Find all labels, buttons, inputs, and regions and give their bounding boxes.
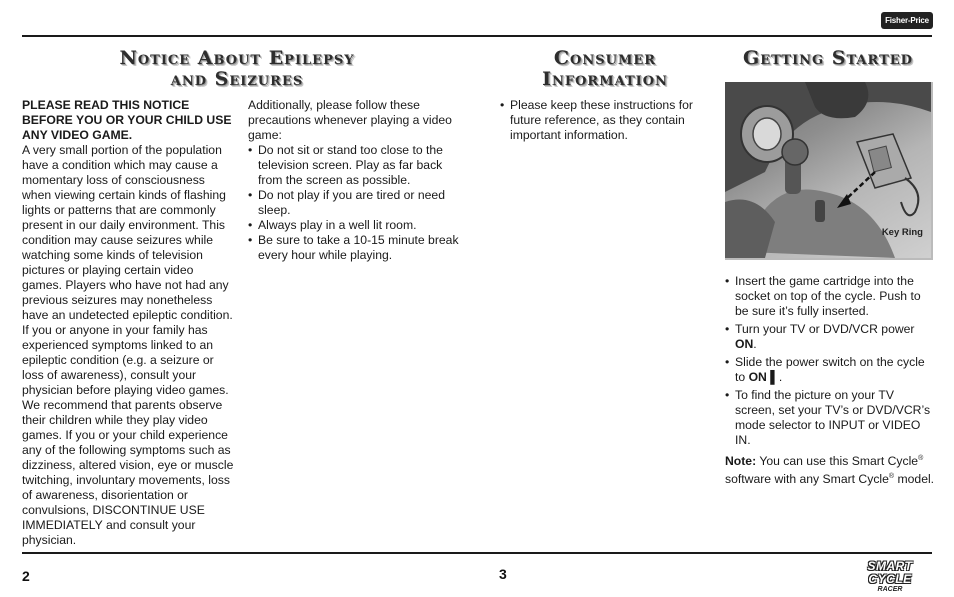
precautions-intro: Additionally, please follow these precautions whenever playing a video game: — [248, 98, 452, 142]
step-bold: ON — [735, 337, 754, 351]
registered-mark: ® — [888, 473, 895, 481]
list-item: • Be sure to take a 10-15 minute break every hour while playing. — [248, 233, 460, 263]
list-item: • Please keep these instructions for future reference, as they contain important information. — [500, 98, 696, 143]
fisher-price-logo: Fisher-Price — [881, 12, 933, 29]
note-text: software with any Smart Cycle — [725, 472, 889, 487]
key-ring-caption: Key Ring — [881, 227, 923, 238]
epilepsy-lead: PLEASE READ THIS NOTICE BEFORE YOU OR YOUR CHILD USE ANY VIDEO GAME. — [22, 98, 232, 142]
heading-consumer-information — [500, 48, 710, 90]
heading-epilepsy-line2: and Seizures — [170, 68, 304, 90]
heading-consumer-line1: Consumer — [553, 47, 657, 69]
step-text: Slide the power switch on the cycle to — [735, 355, 925, 384]
list-item: • Always play in a well lit room. — [248, 218, 460, 233]
note-label: Note: — [725, 454, 757, 469]
joystick-knob-shape — [782, 139, 808, 165]
step-text: Insert the game cartridge into the socket on top of the cycle. Push to be sure it’s fully inserted. — [735, 274, 921, 318]
list-item — [725, 388, 937, 448]
epilepsy-notice-column — [22, 98, 234, 548]
consumer-info-column — [500, 98, 696, 143]
list-item: • Do not sit or stand too close to the television screen. Play as far back from the screen as possible. — [248, 143, 460, 188]
list-item — [725, 322, 937, 352]
dial-center-shape — [753, 118, 781, 150]
list-item: • Do not play if you are tired or need sleep. — [248, 188, 460, 218]
list-item — [725, 274, 937, 319]
bottom-rule — [22, 552, 932, 554]
precautions-column — [248, 98, 460, 263]
registered-mark: ® — [918, 455, 924, 462]
smart-cycle-logo — [848, 559, 932, 593]
list-item — [725, 355, 937, 385]
step-bold: ON ▌ — [748, 370, 779, 384]
note-paragraph — [725, 451, 937, 487]
epilepsy-body: A very small portion of the population have a condition which may cause a momentary loss of consciousness when viewing certain kinds of flashing lights or patterns that are commonly present in our daily environment. This condition may cause seizures while watching some kinds of television pictures or playing certain video games. Players who have not had any previous seizures may nonetheless have an undetected epileptic condition. If you or anyone in your family has experienced symptoms linked to an epileptic condition (e.g. a seizure or loss of awareness), consult your physician before playing video games. We recommend that parents observe their children while they play video games. If you or your child experience any of the following symptoms such as dizziness, altered vision, eye or muscle twitching, involuntary movements, loss of awareness, disorientation or convulsions, DISCONTINUE USE IMMEDIATELY and consult your physician. — [22, 143, 234, 547]
heading-getting-started — [722, 48, 934, 69]
page-number-left: 2 — [22, 568, 30, 584]
cycle-photo — [725, 82, 933, 260]
socket-shape — [815, 200, 825, 222]
getting-started-column — [725, 274, 937, 487]
step-tail: . — [778, 370, 783, 384]
smart-cycle-logo-line2: RACER — [877, 586, 903, 593]
step-text: Turn your TV or DVD/VCR power — [735, 322, 915, 336]
smart-cycle-logo-line1: SMART CYCLE — [867, 559, 913, 586]
page-number-right: 3 — [499, 566, 507, 582]
heading-epilepsy — [22, 48, 452, 90]
step-text: To find the picture on your TV screen, set your TV’s or DVD/VCR’s mode selector to INPUT or VIDEO IN. — [735, 388, 931, 447]
top-rule — [22, 35, 932, 37]
note-text: You can use this Smart Cycle — [756, 454, 919, 469]
step-tail: . — [753, 337, 757, 351]
consumer-info-list — [500, 98, 696, 143]
heading-getting-started-line1: Getting Started — [743, 47, 913, 69]
key-ring-loop-shape — [901, 178, 918, 215]
getting-started-list — [725, 274, 937, 448]
heading-consumer-line2: Information — [542, 68, 668, 90]
precautions-list — [248, 143, 460, 263]
heading-epilepsy-line1: Notice About Epilepsy — [119, 47, 355, 69]
note-text: model. — [894, 472, 935, 487]
